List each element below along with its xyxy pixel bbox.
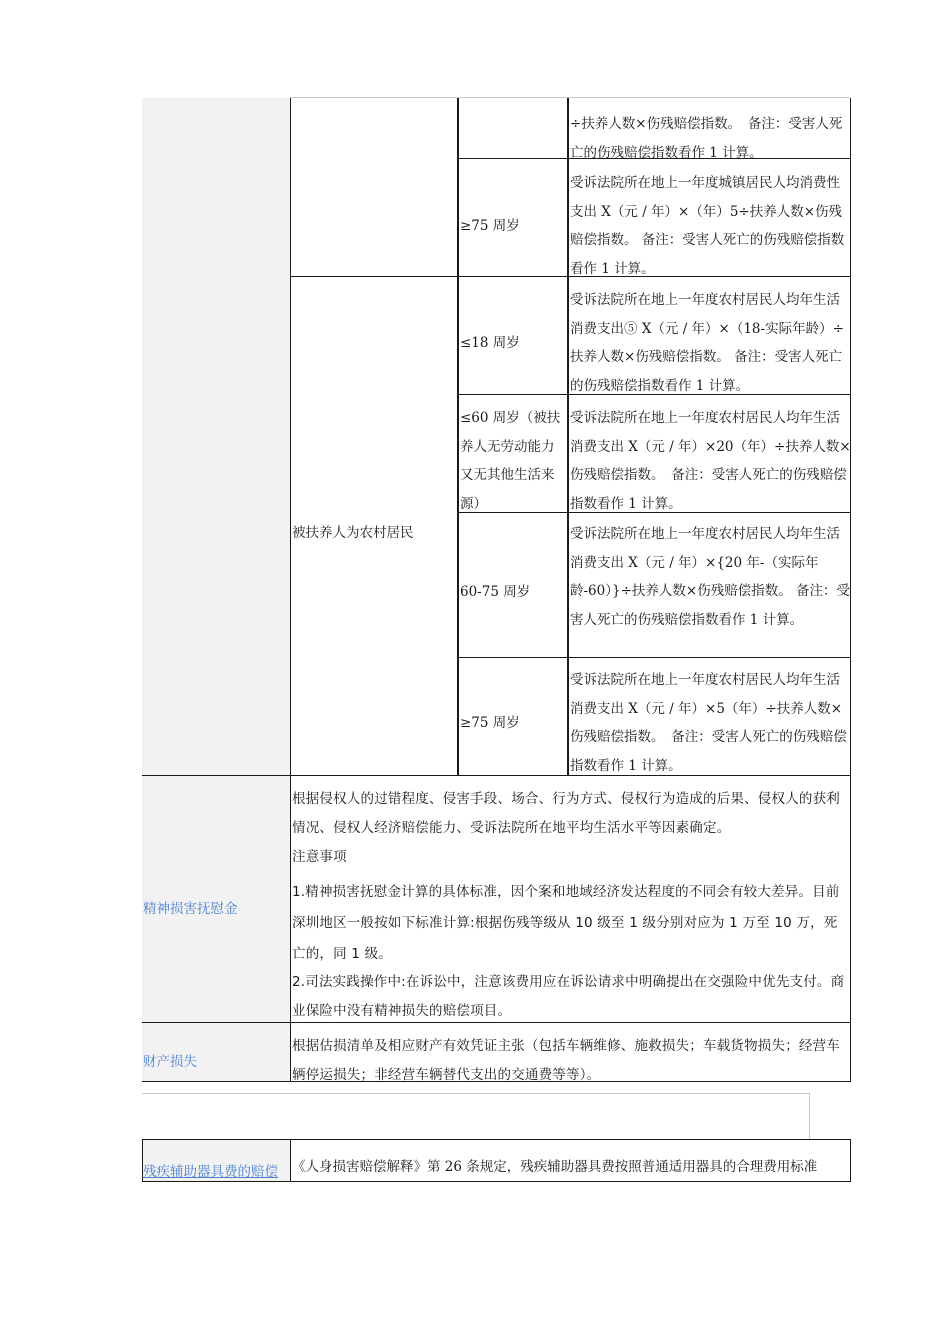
formula-cell: 受诉法院所在地上一年度农村居民人均年生活消费支出 X（元 / 年）×{20 年-（实际年龄-60）}÷扶养人数×伤残赔偿指数。 备注：受害人死亡的伤残赔偿指数看作 1 计算。 — [570, 526, 850, 628]
age-cell: ≤60 周岁（被扶养人无劳动能力又无其他生活来源） — [460, 410, 561, 512]
formula-cell: 受诉法院所在地上一年度农村居民人均年生活消费支出 X（元 / 年）×20（年）÷扶养人数×伤残赔偿指数。 备注：受害人死亡的伤残赔偿指数看作 1 计算。 — [570, 410, 851, 512]
mental-note-1: 1.精神损害抚慰金计算的具体标准，因个案和地域经济发达程度的不同会有较大差异。目前深圳地区一般按如下标准计算:根据伤残等级从 10 级至 1 级分别对应为 1 万至 10 万，死亡的，同 1 级。 — [292, 884, 840, 962]
formula-cell: ÷扶养人数×伤残赔偿指数。 备注：受害人死亡的伤残赔偿指数看作 1 计算。 — [570, 116, 843, 161]
table2-right-border — [850, 1139, 851, 1182]
formula-cell: 受诉法院所在地上一年度农村居民人均年生活消费支出 X（元 / 年）×5（年）÷扶养人数×伤残赔偿指数。 备注：受害人死亡的伤残赔偿指数看作 1 计算。 — [570, 672, 847, 774]
col-divider-1 — [290, 98, 291, 1082]
table-top-border — [290, 97, 850, 98]
age-cell: ≥75 周岁 — [460, 715, 520, 731]
aid-device-desc: 《人身损害赔偿解释》第 26 条规定，残疾辅助器具费按照普通适用器具的合理费用标准 — [292, 1159, 818, 1175]
row-line — [458, 657, 851, 658]
mental-desc: 根据侵权人的过错程度、侵害手段、场合、行为方式、侵权行为造成的后果、侵权人的获利情况、侵权人经济赔偿能力、受诉法院所在地平均生活水平等因素确定。 — [292, 791, 840, 836]
table2-top-border — [142, 1139, 851, 1140]
mental-note-2: 2.司法实践操作中:在诉讼中，注意该费用应在诉讼请求中明确提出在交强险中优先支付。商业保险中没有精神损失的赔偿项目。 — [292, 974, 845, 1019]
aid-device-link[interactable]: 残疾辅助器具费的赔偿 — [143, 1164, 278, 1180]
age-cell: ≥75 周岁 — [460, 218, 520, 234]
table2-divider — [290, 1139, 291, 1182]
col-divider-3 — [567, 98, 569, 776]
property-desc: 根据估损清单及相应财产有效凭证主张（包括车辆维修、施救损失；车载货物损失；经营车辆停运损失；非经营车辆替代支出的交通费等等）。 — [292, 1038, 840, 1083]
formula-cell: 受诉法院所在地上一年度农村居民人均年生活消费支出⑤ X（元 / 年）×（18-实际年龄）÷扶养人数×伤残赔偿指数。 备注：受害人死亡的伤残赔偿指数看作 1 计算。 — [570, 292, 844, 394]
spacer-top — [142, 1093, 810, 1094]
mental-damage-link[interactable]: 精神损害抚慰金 — [143, 901, 238, 917]
rural-group-label: 被扶养人为农村居民 — [292, 525, 414, 541]
first-column-cell — [142, 98, 290, 775]
mental-notes-heading: 注意事项 — [292, 849, 347, 865]
spacer-right — [809, 1093, 810, 1140]
col-divider-2 — [457, 98, 459, 776]
age-cell: 60-75 周岁 — [460, 584, 531, 600]
formula-cell: 受诉法院所在地上一年度城镇居民人均消费性支出 X（元 / 年）×（年）5÷扶养人数×伤残赔偿指数。 备注：受害人死亡的伤残赔偿指数看作 1 计算。 — [570, 175, 845, 277]
property-loss-link[interactable]: 财产损失 — [143, 1054, 197, 1070]
age-cell: ≤18 周岁 — [460, 335, 520, 351]
